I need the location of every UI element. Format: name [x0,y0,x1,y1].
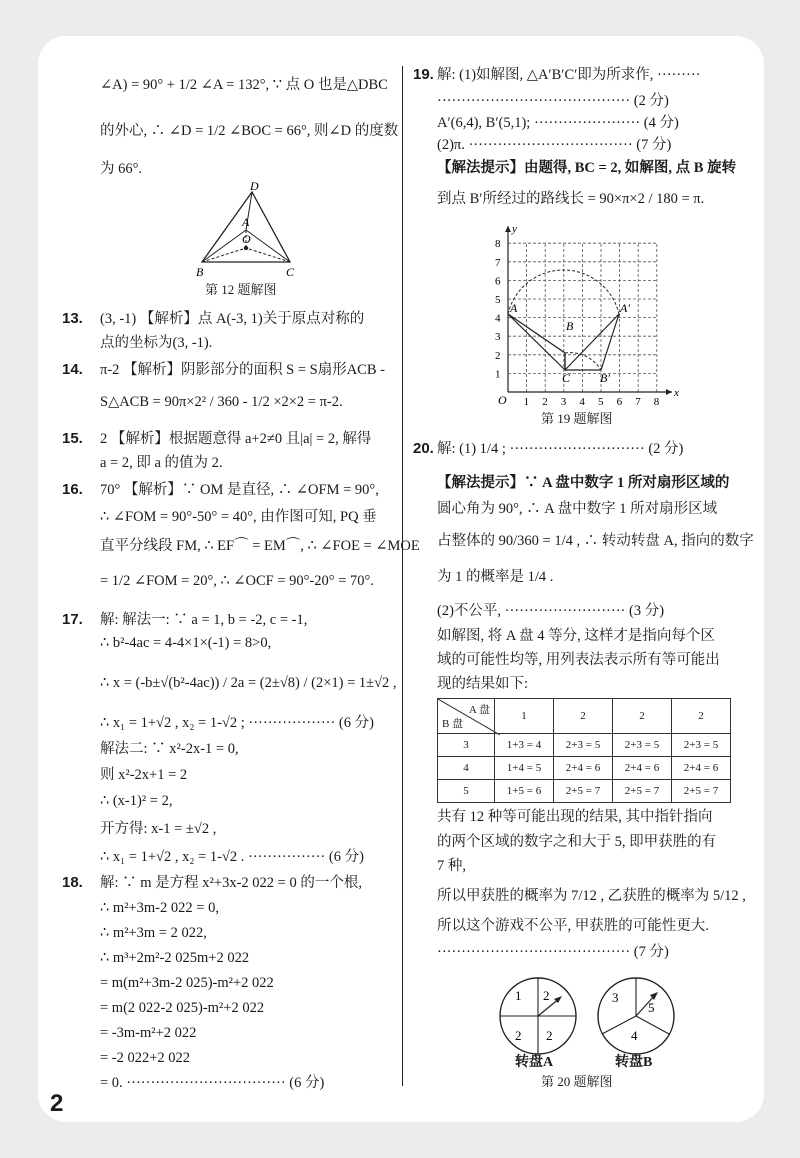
q12-line-1: ∠A) = 90° + 1/2 ∠A = 132°, ∵ 点 O 也是△DBC [100,77,388,93]
x-tick-label: 1 [523,396,530,408]
q14-line-2: S△ACB = 90π×2² / 360 - 1/2 ×2×2 = π-2. [100,394,343,410]
label-A: A [242,215,250,229]
spinner-a-label: 转盘A [515,1055,554,1070]
x-tick-label: 5 [598,396,604,408]
q12-figure [190,180,300,280]
q20-after-line: ········································ (7 分) [437,944,669,960]
q16-line-1: 70° 【解析】∵ OM 是直径, ∴ ∠OFM = 90°, [100,482,379,498]
header-cell: 2 [554,699,613,734]
q20-after-line: 所以这个游戏不公平, 甲获胜的可能性更大. [437,918,709,934]
label-D: D [250,180,259,193]
q13-number: 13. [62,310,83,327]
q20-line: 现的结果如下: [437,676,529,692]
q20-after-line: 7 种, [437,858,466,874]
q12-caption: 第 12 题解图 [205,282,277,297]
table-cell: 2+4 = 6 [672,757,731,780]
q18-line: = m(2 022-2 025)-m²+2 022 [100,1000,265,1016]
x-tick-label: 3 [560,396,567,408]
row-label: 5 [438,780,495,803]
q18-line: = -2 022+2 022 [100,1050,191,1066]
y-tick-label: 3 [495,331,501,344]
y-tick-label: 8 [495,238,501,251]
q17-line: 解: 解法一: ∵ a = 1, b = -2, c = -1, [100,612,308,628]
label-C: C [286,265,295,279]
point-A-prime: A′ [620,301,630,315]
q19-number: 19. [413,66,434,83]
label-O: O [242,232,251,246]
spinner-a-number: 2 [515,1028,522,1043]
q14-line-1: π-2 【解析】阴影部分的面积 S = S扇形ACB - [100,362,385,378]
x-tick-label: 6 [616,396,623,408]
x-tick-label: 2 [542,396,548,408]
q20-number: 20. [413,440,434,457]
q20-line: 占整体的 90/360 = 1/4 , ∴ 转动转盘 A, 指向的数字 [437,533,754,549]
table-cell: 2+3 = 5 [554,734,613,757]
table-cell: 2+5 = 7 [613,780,672,803]
table-cell: 2+3 = 5 [613,734,672,757]
spinner-b-number: 5 [648,1000,655,1015]
q19-line: ········································ (2 分) [437,93,669,109]
origin-label: O [498,393,507,407]
spinner-b-label: 转盘B [615,1055,653,1070]
header-cell: 2 [672,699,731,734]
q20-after-line: 的两个区域的数字之和大于 5, 即甲获胜的有 [437,834,717,850]
q19-caption: 第 19 题解图 [541,411,613,426]
spinner-a-number: 2 [543,988,550,1003]
q15-line-2: a = 2, 即 a 的值为 2. [100,455,223,471]
q17-number: 17. [62,611,83,628]
table-cell: 2+4 = 6 [613,757,672,780]
q15-number: 15. [62,430,83,447]
table-cell: 1+5 = 6 [495,780,554,803]
table-row [438,734,731,757]
q15-line-1: 2 【解析】根据题意得 a+2≠0 且|a| = 2, 解得 [100,431,372,447]
spinner-b [598,978,674,1054]
q16-line-3: 直平分线段 FM, ∴ EF⌒ = EM⌒, ∴ ∠FOE = ∠MOE [100,538,420,554]
y-axis-label: y [512,223,517,235]
y-tick-label: 5 [495,294,501,306]
q18-line: = m(m²+3m-2 025)-m²+2 022 [100,975,274,991]
x-tick-label: 8 [653,396,660,408]
q18-line: = -3m-m²+2 022 [100,1025,197,1041]
q12-line-3: 为 66°. [100,161,143,177]
point-A: A [510,301,518,315]
table-row [438,780,731,803]
q20-line: 域的可能性均等, 用列表法表示所有等可能出 [437,652,720,668]
table-row [438,757,731,780]
row-label: 4 [438,757,495,780]
table-cell: 1+3 = 4 [495,734,554,757]
label-B: B [196,265,204,279]
table-cell: 1+4 = 5 [495,757,554,780]
x-axis-label: x [674,387,679,399]
table-cell: 2+4 = 6 [554,757,613,780]
q14-number: 14. [62,361,83,378]
q20-line: 为 1 的概率是 1/4 . [437,569,554,585]
q20-caption: 第 20 题解图 [541,1074,613,1089]
q13-line-2: 点的坐标为(3, -1). [100,335,213,351]
q20-after-line: 共有 12 种等可能出现的结果, 其中指针指向 [437,809,713,825]
q18-number: 18. [62,874,83,891]
q16-number: 16. [62,481,83,498]
q12-line-2: 的外心, ∴ ∠D = 1/2 ∠BOC = 66°, 则∠D 的度数 [100,123,399,139]
q19-line: (2)π. ·································· (7 分) [437,137,672,153]
q16-line-2: ∴ ∠FOM = 90°-50° = 40°, 由作图可知, PQ 垂 [100,509,377,525]
column-divider [402,66,403,1086]
header-cell: 1 [495,699,554,734]
y-tick-label: 2 [495,349,501,362]
q17-line: 解法二: ∵ x²-2x-1 = 0, [100,741,239,757]
q18-line: ∴ m²+3m-2 022 = 0, [100,900,219,916]
q18-line: = 0. ································· (6 分) [100,1075,325,1091]
y-tick-label: 4 [495,312,501,325]
table-cell: 2+5 = 7 [672,780,731,803]
header-cell: 2 [613,699,672,734]
q19-line: A′(6,4), B′(5,1); ······················ (4 分) [437,115,679,131]
spinner-a-number: 2 [546,1028,553,1043]
q17-line: 则 x²-2x+1 = 2 [100,767,188,783]
row-label: 3 [438,734,495,757]
q13-line-1: (3, -1) 【解析】点 A(-3, 1)关于原点对称的 [100,311,365,327]
q19-line: 【解法提示】由题得, BC = 2, 如解图, 点 B 旋转 [437,160,737,176]
y-tick-label: 6 [495,275,501,288]
spinner-b-number: 4 [631,1028,638,1043]
q20-line: 解: (1) 1/4 ; ···························· (2 分) [437,441,684,457]
outcome-table [437,698,731,803]
q17-line: ∴ (x-1)² = 2, [100,793,173,809]
q19-line: 到点 B′所经过的路线长 = 90×π×2 / 180 = π. [437,191,705,207]
page-number: 2 [50,1090,64,1117]
q19-grid-figure [490,220,680,408]
point-B: B [566,319,574,333]
q18-line: ∴ m³+2m²-2 025m+2 022 [100,950,250,966]
q17-line: 开方得: x-1 = ±√2 , [100,821,217,837]
q17-line: ∴ x₁ = 1+√2 , x₂ = 1-√2 . ················ (6 分) [100,849,364,865]
q18-line: 解: ∵ m 是方程 x²+3x-2 022 = 0 的一个根, [100,875,362,891]
spinner-b-number: 3 [612,990,619,1005]
y-tick-label: 7 [495,256,501,269]
x-tick-label: 4 [579,396,585,408]
q17-line: ∴ x₁ = 1+√2 , x₂ = 1-√2 ; ·················· (6 分) [100,715,374,731]
spinner-a [500,978,576,1054]
spinner-a-number: 1 [515,988,522,1003]
q20-line: 圆心角为 90°, ∴ A 盘中数字 1 所对扇形区域 [437,501,718,517]
point-C: C [562,371,571,385]
q17-line: ∴ b²-4ac = 4-4×1×(-1) = 8>0, [100,635,272,651]
table-cell: 2+5 = 7 [554,780,613,803]
q16-line-4: = 1/2 ∠FOM = 20°, ∴ ∠OCF = 90°-20° = 70°. [100,573,374,589]
point-B-prime: B′ [600,371,610,385]
q20-line: 【解法提示】∵ A 盘中数字 1 所对扇形区域的 [437,475,730,491]
q20-line: 如解图, 将 A 盘 4 等分, 这样才是指向每个区 [437,628,715,644]
q20-after-line: 所以甲获胜的概率为 7/12 , 乙获胜的概率为 5/12 , [437,888,746,904]
q18-line: ∴ m²+3m = 2 022, [100,925,207,941]
q17-line: ∴ x = (-b±√(b²-4ac)) / 2a = (2±√8) / (2×1) = 1±√2 , [100,675,397,691]
table-corner: A 盘 B 盘 [438,699,495,734]
table-cell: 2+3 = 5 [672,734,731,757]
y-tick-label: 1 [495,368,501,381]
q20-line: (2)不公平, ························· (3 分) [437,603,665,619]
q19-line: 解: (1)如解图, △A′B′C′即为所求作, ········· [437,67,701,83]
x-tick-label: 7 [635,396,641,408]
